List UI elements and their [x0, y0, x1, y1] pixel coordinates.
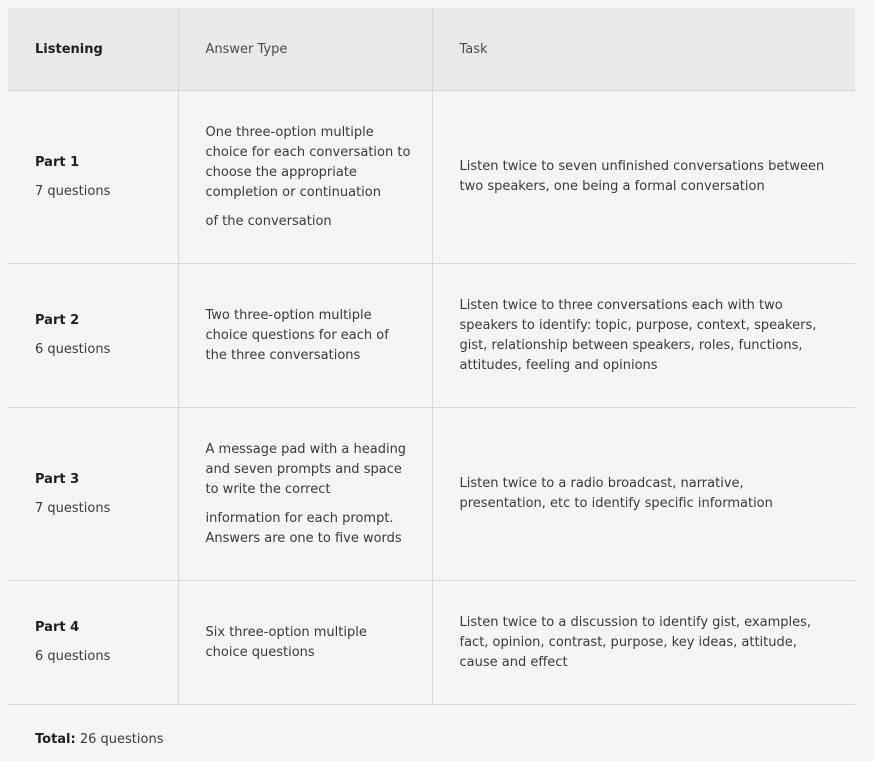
part-question-count: 7 questions: [35, 500, 111, 516]
answer-type-text-continued: information for each prompt. Answers are one to five words: [205, 510, 402, 546]
part-cell: [8, 264, 178, 408]
part-name: Part 3: [35, 471, 80, 487]
listening-table: [8, 8, 855, 705]
part-cell: [8, 408, 178, 581]
header-answer-type: Answer Type: [178, 8, 432, 91]
answer-type-cell: [178, 408, 432, 581]
part-question-count: 7 questions: [35, 183, 111, 199]
answer-type-text: One three-option multiple choice for each conversation to choose the appropriate completion or continuation: [205, 124, 411, 200]
answer-type-cell: [178, 91, 432, 264]
table-header: [8, 8, 855, 91]
task-cell: Listen twice to three conversations each with two speakers to identify: topic, purpose, context, speakers, gist, relationship between speakers, roles, functions, attitudes, feeling and opinions: [432, 264, 855, 408]
task-cell: Listen twice to a discussion to identify gist, examples, fact, opinion, contrast, purpose, key ideas, attitude, cause and effect: [432, 581, 855, 705]
answer-type-text: Two three-option multiple choice questions for each of the three conversations: [205, 307, 389, 363]
table-row: [8, 408, 855, 581]
total-label: Total:: [35, 732, 76, 747]
task-cell: Listen twice to seven unfinished conversations between two speakers, one being a formal conversation: [432, 91, 855, 264]
answer-type-text: Six three-option multiple choice questions: [205, 624, 367, 660]
part-name: Part 2: [35, 313, 80, 328]
part-question-count: 6 questions: [35, 649, 111, 664]
answer-type-cell: [178, 264, 432, 408]
part-cell: [8, 581, 178, 705]
total-questions: [35, 732, 163, 747]
table-row: [8, 581, 855, 705]
table-row: [8, 264, 855, 408]
part-name: Part 1: [35, 154, 80, 170]
header-listening: Listening: [8, 8, 178, 91]
answer-type-cell: [178, 581, 432, 705]
table-row: [8, 91, 855, 264]
task-cell: Listen twice to a radio broadcast, narrative, presentation, etc to identify specific information: [432, 408, 855, 581]
part-question-count: 6 questions: [35, 342, 111, 357]
part-cell: [8, 91, 178, 264]
listening-table-container: [8, 8, 855, 705]
answer-type-text: A message pad with a heading and seven prompts and space to write the correct: [205, 441, 407, 497]
total-value: 26 questions: [75, 732, 164, 747]
part-name: Part 4: [35, 620, 80, 635]
answer-type-text-continued: of the conversation: [205, 213, 332, 229]
header-task: Task: [432, 8, 855, 91]
